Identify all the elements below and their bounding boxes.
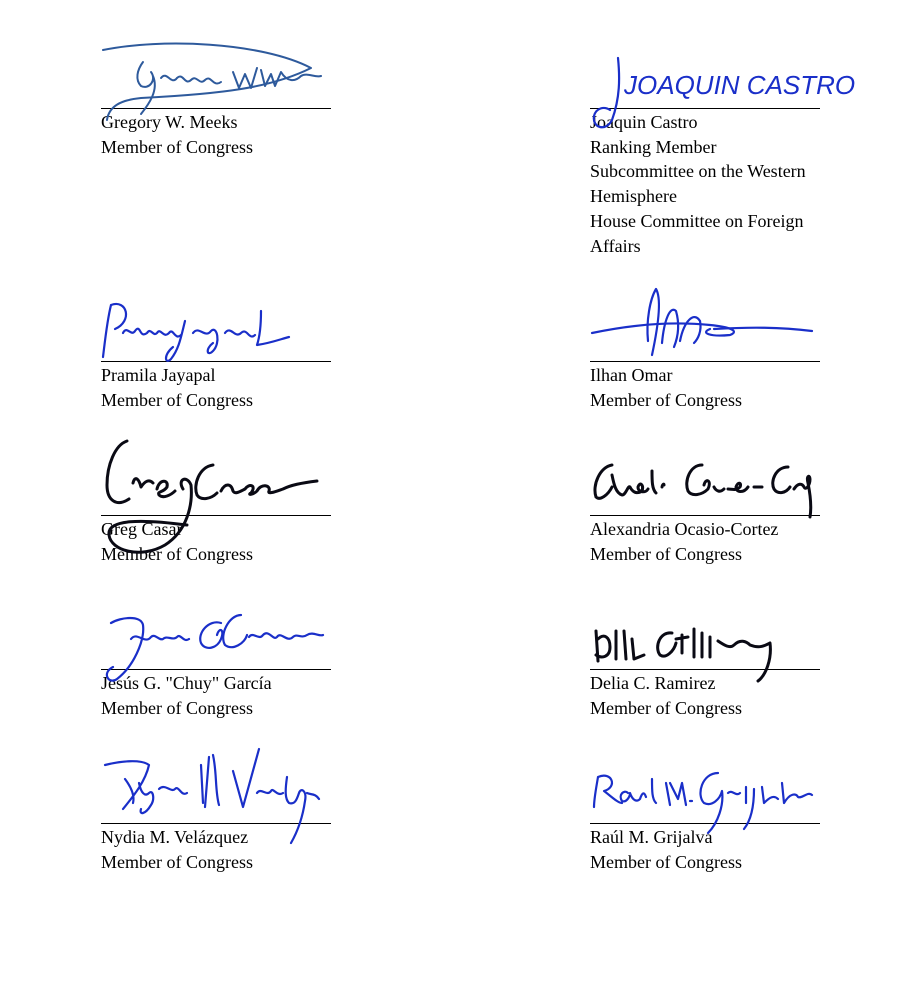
signatory-title: Subcommittee on the Western: [590, 161, 806, 182]
signatory-name: Jesús G. "Chuy" García: [101, 673, 272, 693]
signature-block-casar: [101, 435, 331, 566]
signatory-title: Member of Congress: [590, 697, 742, 718]
signature-block-velazquez: [101, 743, 331, 874]
signature-line: [101, 28, 331, 109]
signatory-title: Member of Congress: [590, 543, 742, 564]
signature-line: [590, 281, 820, 362]
signature-block-meeks: [101, 28, 331, 159]
signatory-name: Pramila Jayapal: [101, 365, 216, 385]
signatory-title: Affairs: [590, 235, 641, 256]
signatory-name: Ilhan Omar: [590, 365, 673, 385]
signatory-title: Ranking Member: [590, 136, 717, 157]
signature-block-grijalva: [590, 743, 820, 874]
signature-grijalva-image: [590, 743, 820, 853]
signatory-name: Raúl M. Grijalva: [590, 827, 713, 847]
signatory-title: Hemisphere: [590, 186, 677, 207]
signature-omar-image: [590, 281, 820, 381]
signature-line: [590, 28, 856, 109]
signatory-title: Member of Congress: [101, 543, 253, 564]
signatory-title: Member of Congress: [101, 136, 253, 157]
signature-casar-image: [101, 435, 331, 565]
signature-velazquez-image: [101, 743, 331, 853]
signature-ocasio-cortez-image: [590, 435, 820, 535]
signatory-name: Nydia M. Velázquez: [101, 827, 249, 847]
signature-block-jayapal: [101, 281, 331, 412]
signature-block-ramirez: [590, 589, 820, 720]
signature-block-omar: [590, 281, 820, 412]
signature-line: [590, 589, 820, 670]
signature-block-castro: [590, 28, 856, 258]
signature-castro-lettering: JOAQUIN CASTRO: [624, 70, 856, 100]
signature-block-ocasio-cortez: [590, 435, 820, 566]
signatory-title: Member of Congress: [590, 389, 742, 410]
signature-meeks-image: [101, 28, 331, 128]
signature-jayapal-image: [101, 281, 331, 381]
signature-castro-image: [590, 28, 856, 128]
signatory-name: Alexandria Ocasio-Cortez: [590, 519, 779, 539]
signatory-title: Member of Congress: [101, 697, 253, 718]
signatory-title: House Committee on Foreign: [590, 210, 804, 231]
signature-line: [590, 743, 820, 824]
signatory-name: Gregory W. Meeks: [101, 112, 238, 132]
signatory-name: Greg Casar: [101, 519, 183, 539]
signature-line: [101, 743, 331, 824]
signatory-title: Member of Congress: [101, 389, 253, 410]
signature-garcia-image: [101, 589, 331, 699]
signatory-name: Delia C. Ramirez: [590, 673, 716, 693]
signature-line: [101, 435, 331, 516]
signature-line: [101, 589, 331, 670]
signatory-name: Joaquin Castro: [590, 112, 698, 132]
signature-ramirez-image: [590, 589, 820, 699]
signatory-title: Member of Congress: [590, 851, 742, 872]
signature-line: [590, 435, 820, 516]
signatory-title: Member of Congress: [101, 851, 253, 872]
signature-block-garcia: [101, 589, 331, 720]
signature-line: [101, 281, 331, 362]
